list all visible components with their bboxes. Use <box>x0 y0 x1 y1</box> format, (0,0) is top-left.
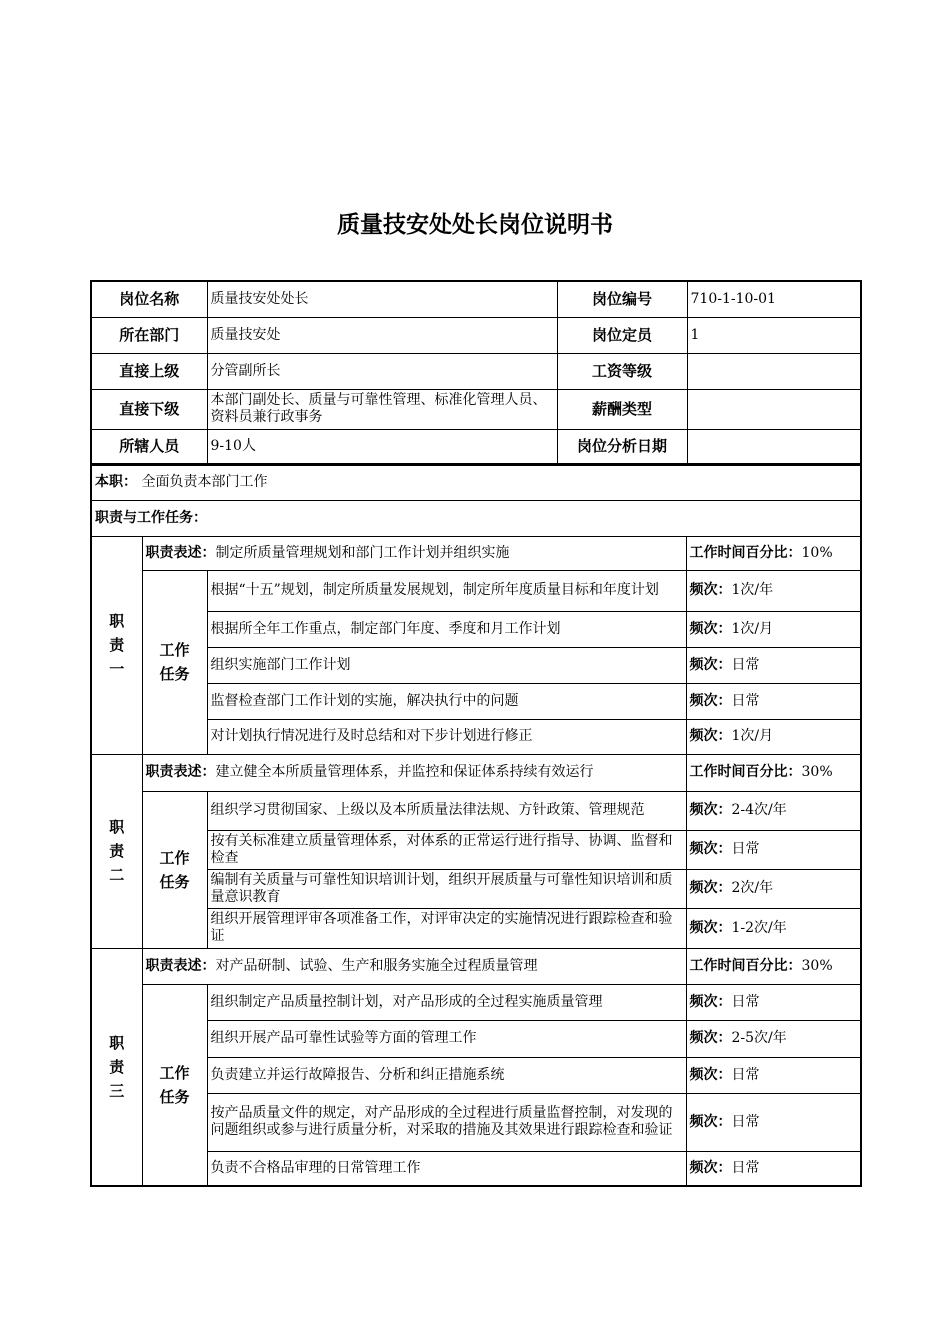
info-row <box>91 429 861 464</box>
freq-label: 频次： <box>689 993 732 1010</box>
duty-name: 职责一 <box>91 536 142 754</box>
freq-label: 频次： <box>689 656 732 673</box>
duties-table <box>90 464 862 1187</box>
task-text: 对计划执行情况进行及时总结和对下步计划进行修正 <box>207 719 686 754</box>
task-text: 组织制定产品质量控制计划，对产品形成的全过程实施质量管理 <box>207 984 686 1020</box>
freq-label: 频次： <box>689 1113 732 1130</box>
info-value: 1 <box>687 317 861 353</box>
freq-label: 频次： <box>689 1030 732 1046</box>
info-label: 所辖人员 <box>91 429 207 464</box>
freq-label: 频次： <box>689 802 732 818</box>
freq-label: 频次： <box>689 728 732 744</box>
task-text: 组织开展管理评审各项准备工作，对评审决定的实施情况进行跟踪检查和验证 <box>207 908 686 948</box>
task-text: 按有关标准建立质量管理体系，对体系的正常运行进行指导、协调、监督和检查 <box>207 830 686 869</box>
duty-desc: 建立健全本所质量管理体系，并监控和保证体系持续有效运行 <box>215 764 594 780</box>
info-value: 710-1-10-01 <box>687 281 861 317</box>
duty-pct-label: 工作时间百分比： <box>689 957 802 974</box>
info-value <box>687 429 861 464</box>
task-freq: 2-4次/年 <box>731 802 787 818</box>
duties-heading-row <box>91 500 861 536</box>
freq-label: 频次： <box>689 692 732 709</box>
info-row <box>91 281 861 317</box>
main-duty-label: 本职： <box>95 474 137 491</box>
task-freq: 2-5次/年 <box>731 1030 787 1046</box>
duty-pct-label: 工作时间百分比： <box>689 544 802 561</box>
duty-desc: 制定所质量管理规划和部门工作计划并组织实施 <box>215 544 510 561</box>
info-value <box>687 389 861 429</box>
task-row <box>91 830 861 869</box>
task-text: 组织实施部门工作计划 <box>207 647 686 683</box>
task-row <box>91 1020 861 1057</box>
duty-desc-row <box>91 948 861 984</box>
task-label: 工作任务 <box>142 570 207 754</box>
task-row <box>91 611 861 647</box>
freq-label: 频次： <box>689 919 732 936</box>
task-label: 工作任务 <box>142 984 207 1186</box>
main-duty-value: 全面负责本部门工作 <box>141 474 268 491</box>
task-text: 组织学习贯彻国家、上级以及本所质量法律法规、方针政策、管理规范 <box>207 791 686 830</box>
task-row <box>91 1151 861 1186</box>
task-text: 根据所全年工作重点，制定部门年度、季度和月工作计划 <box>207 611 686 647</box>
info-label: 所在部门 <box>91 317 207 353</box>
info-value <box>687 353 861 389</box>
freq-label: 频次： <box>689 1159 732 1176</box>
task-row <box>91 1057 861 1093</box>
page-title: 质量技安处处长岗位说明书 <box>337 212 613 238</box>
info-value: 质量技安处处长 <box>207 281 557 317</box>
duty-pct: 30% <box>801 764 833 780</box>
task-text: 负责不合格品审理的日常管理工作 <box>207 1151 686 1186</box>
duty-desc-label: 职责表述： <box>145 764 216 780</box>
duty-pct: 10% <box>801 544 833 561</box>
info-label: 岗位分析日期 <box>557 429 687 464</box>
info-label: 直接下级 <box>91 389 207 429</box>
task-text: 按产品质量文件的规定，对产品形成的全过程进行质量监督控制，对发现的问题组织或参与进行质量分析，对采取的措施及其效果进行跟踪检查和验证 <box>207 1093 686 1151</box>
task-text: 组织开展产品可靠性试验等方面的管理工作 <box>207 1020 686 1057</box>
info-label: 岗位名称 <box>91 281 207 317</box>
task-row <box>91 570 861 611</box>
freq-label: 频次： <box>689 1066 732 1083</box>
duty-desc-row <box>91 754 861 791</box>
task-text: 编制有关质量与可靠性知识培训计划，组织开展质量与可靠性知识培训和质量意识教育 <box>207 869 686 908</box>
task-freq: 1次/月 <box>731 620 774 637</box>
duty-desc-label: 职责表述： <box>145 957 216 974</box>
task-text: 根据“十五”规划，制定所质量发展规划，制定所年度质量目标和年度计划 <box>207 570 686 611</box>
info-value: 本部门副处长、质量与可靠性管理、标准化管理人员、资料员兼行政事务 <box>207 389 557 429</box>
info-value: 9-10人 <box>207 429 557 464</box>
task-freq: 日常 <box>731 656 760 673</box>
task-row <box>91 647 861 683</box>
freq-label: 频次： <box>689 582 732 598</box>
task-freq: 1次/年 <box>731 582 774 598</box>
task-freq: 日常 <box>731 841 760 857</box>
info-label: 岗位定员 <box>557 317 687 353</box>
info-row <box>91 317 861 353</box>
task-freq: 日常 <box>731 993 760 1010</box>
duty-desc-label: 职责表述： <box>145 544 216 561</box>
freq-label: 频次： <box>689 841 732 857</box>
task-text: 负责建立并运行故障报告、分析和纠正措施系统 <box>207 1057 686 1093</box>
info-label: 薪酬类型 <box>557 389 687 429</box>
info-label: 直接上级 <box>91 353 207 389</box>
duty-name: 职责三 <box>91 948 142 1186</box>
task-row <box>91 1093 861 1151</box>
duty-pct: 30% <box>801 957 833 974</box>
duty-desc-row <box>91 536 861 570</box>
task-freq: 日常 <box>731 1113 760 1130</box>
main-duty-row <box>91 465 861 500</box>
task-freq: 日常 <box>731 1066 760 1083</box>
info-label: 工资等级 <box>557 353 687 389</box>
task-freq: 2次/年 <box>731 880 774 896</box>
task-label: 工作任务 <box>142 791 207 948</box>
task-freq: 1次/月 <box>731 728 774 744</box>
duties-heading: 职责与工作任务： <box>91 500 861 536</box>
position-info-table <box>90 280 862 465</box>
task-freq: 1-2次/年 <box>731 919 787 936</box>
task-row <box>91 791 861 830</box>
freq-label: 频次： <box>689 880 732 896</box>
duty-desc: 对产品研制、试验、生产和服务实施全过程质量管理 <box>215 957 538 974</box>
info-value: 质量技安处 <box>207 317 557 353</box>
info-row <box>91 389 861 429</box>
task-freq: 日常 <box>731 692 760 709</box>
task-text: 监督检查部门工作计划的实施，解决执行中的问题 <box>207 683 686 719</box>
duty-name: 职责二 <box>91 754 142 948</box>
info-row <box>91 353 861 389</box>
task-row <box>91 984 861 1020</box>
task-row <box>91 869 861 908</box>
duty-pct-label: 工作时间百分比： <box>689 764 802 780</box>
info-label: 岗位编号 <box>557 281 687 317</box>
freq-label: 频次： <box>689 620 732 637</box>
task-row <box>91 683 861 719</box>
task-row <box>91 719 861 754</box>
task-freq: 日常 <box>731 1159 760 1176</box>
info-value: 分管副所长 <box>207 353 557 389</box>
task-row <box>91 908 861 948</box>
